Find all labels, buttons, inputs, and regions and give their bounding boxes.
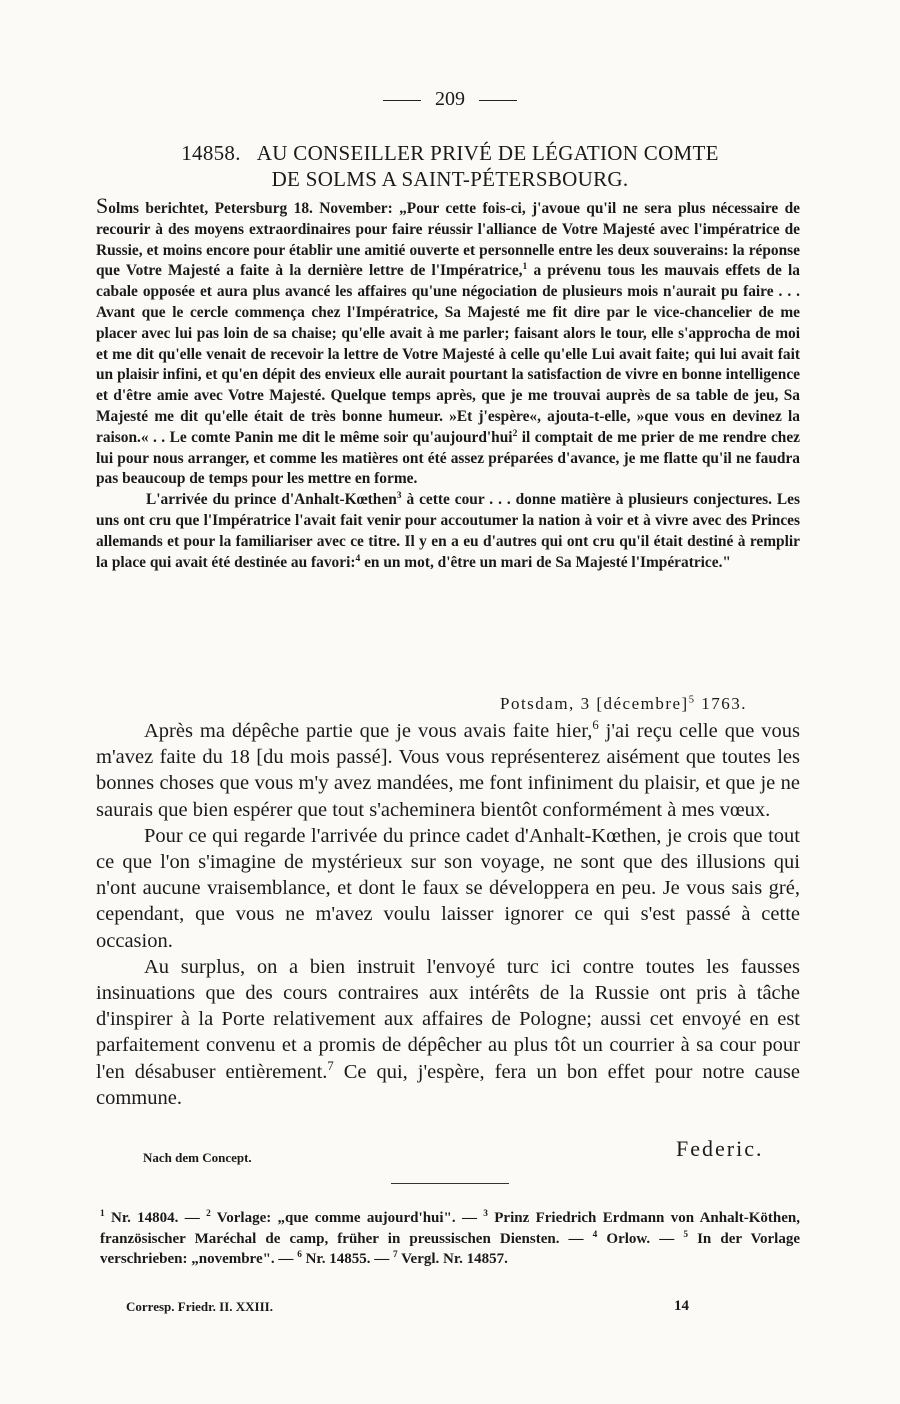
dateline-place: Potsdam, (500, 694, 575, 713)
footnote-4: Orlow. — (597, 1230, 684, 1247)
footnote-ref: 6 (592, 718, 599, 733)
footnote-ref: 2 (512, 427, 518, 439)
signature: Federic. (676, 1136, 764, 1161)
title-line-1: 14858. AU CONSEILLER PRIVÉ DE LÉGATION COMTE (181, 141, 719, 165)
footnotes: $^1$ Nr. 14804. — $^2$ Vorlage: „que comme aujourd'hui". — $^3$ Prinz Friedrich Erdmann von Anhalt-Köthen, französischer Maréchal de camp, früher in preussischen Diensten. — $^4$ Orlow. — $^5$ In der Vorlage verschrieben: „novembre". — $^6$ Nr. 14855. — $^7$ Vergl. Nr. 14857. (100, 1209, 801, 1267)
footnote-ref: 5 (688, 694, 696, 706)
footer-signature-mark: 14 (674, 1298, 689, 1314)
footnote-ref: 4 (355, 552, 361, 564)
letter-title (100, 140, 800, 192)
drop-letter: S (96, 193, 109, 218)
title-line-2: DE SOLMS A SAINT-PÉTERSBOURG. (271, 167, 629, 191)
footnote-7: Vergl. Nr. 14857. (397, 1251, 508, 1267)
footnote-2: Vorlage: „que comme aujourd'hui". — (210, 1210, 484, 1226)
footnote-6: Nr. 14855. — (301, 1251, 393, 1267)
dateline: Potsdam, 3 [décembre]$^5$ 1763. (500, 694, 747, 713)
footnote-5: In der Vorlage verschrieben: „novembre". — (100, 1230, 801, 1267)
letter-body (96, 718, 800, 1111)
report-paragraph-2: L'arrivée du prince d'Anhalt-Kœthen$^3$ à cette cour . . . donne matière à plusieurs conjectures. Les uns ont cru que l'Impératrice l'avait fait venir pour accoutumer la nation à voir et à vivre avec des Princes allemands et pour la familiariser avec ce titre. Il y en a eu d'autres qui ont cru qu'il était destiné à remplir la place qui avait été destinée au favori:$^4$ en un mot, d'être un mari de Sa Majesté l'Impératrice." (96, 490, 800, 571)
letter-number: 14858. (181, 141, 241, 165)
page-header (0, 88, 900, 111)
source-note: Nach dem Concept. (143, 1150, 252, 1165)
footnote-1: Nr. 14804. — (104, 1210, 207, 1226)
footer-citation: Corresp. Friedr. II. XXIII. (126, 1299, 273, 1314)
footnote-3: Prinz Friedrich Erdmann von Anhalt-Köthen, französischer Maréchal de camp, früher in preussischen Diensten. — (100, 1210, 800, 1247)
footnote-divider (391, 1183, 509, 1184)
letter-paragraph-1: Après ma dépêche partie que je vous avais faite hier,$^6$ j'ai reçu celle que vous m'avez faite du 18 [du mois passé]. Vous vous représenterez aisément que toutes les bonnes choses que vous m'y avez mandées, me font infiniment du plaisir, et que je ne saurais que bien espérer que tout s'acheminera bientôt conformément à mes vœux. (96, 718, 800, 821)
report-paragraph-1: Solms berichtet, Petersburg 18. November: „Pour cette fois-ci, j'avoue qu'il ne sera plus nécessaire de recourir à des moyens extraordinaires pour faire réussir l'alliance de Votre Majesté avec l'impératrice de Russie, et moins encore pour établir une amitié ouverte et personnelle entre les deux souverains: la réponse que Votre Majesté a faite à la dernière lettre de l'Impératrice,$^1$ a prévenu tous les mauvais effets de la cabale opposée et aura plus avancé les affaires qu'une négociation de plusieurs mois n'aurait pu faire . . . Avant que le cercle commença chez l'Impératrice, Sa Majesté me fit dire par le vice-chancelier de me placer avec lui pas loin de sa chaise; qu'elle avait à me parler; faisant alors le tour, elle s'approcha de moi et me dit qu'elle venait de recevoir la lettre de Votre Majesté à celle qu'elle Lui avait faite; qui lui avait fait un plaisir infini, et qu'en dépit des envieux elle aurait pourtant la satisfaction de vivre en bonne intelligence et d'être amie avec Votre Majesté. Quelque temps après, que je me trouvai auprès de sa table de jeu, Sa Majesté me dit qu'elle était de très bonne humeur. »Et j'espère«, ajouta-t-elle, »que vous en devinez la raison.« . . Le comte Panin me dit le même soir qu'aujourd'hui$^2$ il comptait de me prier de me rendre chez lui pour nous arranger, et comme les matières ont été assez préparées d'avance, je me flatte qu'il ne faudra pas beaucoup de temps pour les mettre en forme. (96, 193, 800, 488)
letter-paragraph-2: Pour ce qui regarde l'arrivée du prince cadet d'Anhalt-Kœthen, je crois que tout ce que l'on s'imagine de mystérieux sur son voyage, ne sont que des illusions qui n'ont aucune vraisemblance, et dont le faux se développera en peu. Je vous sais gré, cependant, que vous ne m'avez voulu laisser ignorer ce qui s'est passé à cette occasion. (96, 824, 800, 952)
report-summary (96, 193, 800, 573)
footnote-ref: 7 (327, 1058, 334, 1073)
letter-paragraph-3: Au surplus, on a bien instruit l'envoyé turc ici contre toutes les fausses insinuations que des cours contraires aux intérêts de la Russie ont pris à tâche d'inspirer à la Porte relativement aux affaires de Pologne; aussi cet envoyé en est parfaitement convenu et a promis de dépêcher au plus tôt un courrier à sa cour pour l'en désabuser entièrement.$^7$ Ce qui, j'espère, fera un bon effet pour notre cause commune. (96, 955, 800, 1109)
header-rule-left (383, 100, 421, 101)
footnote-ref: 3 (396, 490, 402, 502)
page-number: 209 (435, 88, 465, 110)
header-rule-right (479, 100, 517, 101)
footnote-ref: 1 (522, 261, 528, 273)
